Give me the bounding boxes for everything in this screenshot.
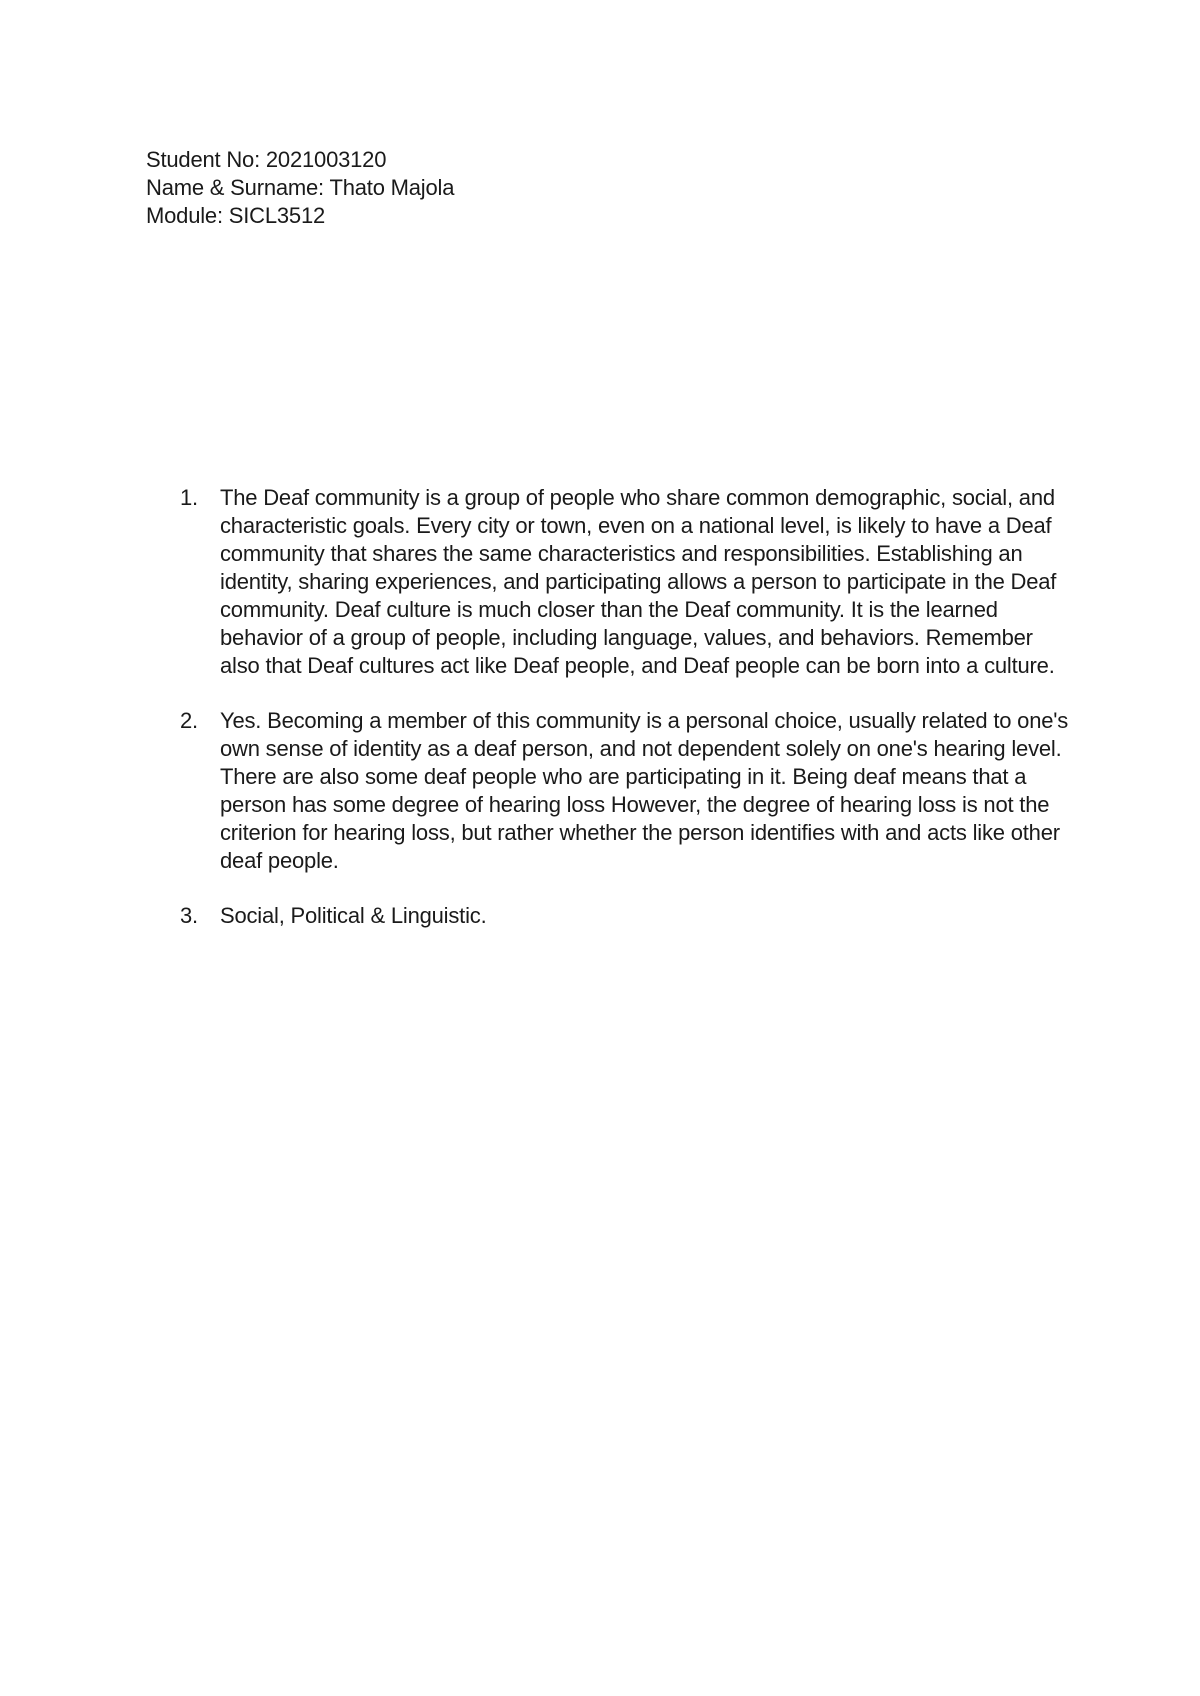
answer-list <box>180 484 1070 957</box>
answer-number: 3. <box>180 903 198 928</box>
answer-item-2 <box>180 707 1070 875</box>
answer-text: The Deaf community is a group of people who share common demographic, social, and characteristic goals. Every city or town, even on a national level, is likely to have a Deaf community that shares the same characteristics and responsibilities. Establishing an identity, sharing experiences, and participating allows a person to participate in the Deaf community. Deaf culture is much closer than the Deaf community. It is the learned behavior of a group of people, including language, values, and behaviors. Remember also that Deaf cultures act like Deaf people, and Deaf people can be born into a culture. <box>220 485 1057 678</box>
answer-text: Social, Political & Linguistic. <box>220 903 487 928</box>
student-name: Name & Surname: Thato Majola <box>146 175 455 200</box>
answer-text: Yes. Becoming a member of this community is a personal choice, usually related to one's own sense of identity as a deaf person, and not dependent solely on one's hearing level. There are also some deaf people who are participating in it. Being deaf means that a person has some degree of hearing loss However, the degree of hearing loss is not the criterion for hearing loss, but rather whether the person identifies with and acts like other deaf people. <box>220 708 1069 873</box>
student-details <box>146 146 454 230</box>
answer-number: 1. <box>180 485 198 510</box>
module-code: Module: SICL3512 <box>146 203 326 228</box>
answer-item-1 <box>180 484 1070 680</box>
student-number: Student No: 2021003120 <box>146 147 387 172</box>
answer-item-3 <box>180 902 1070 930</box>
answer-number: 2. <box>180 708 198 733</box>
